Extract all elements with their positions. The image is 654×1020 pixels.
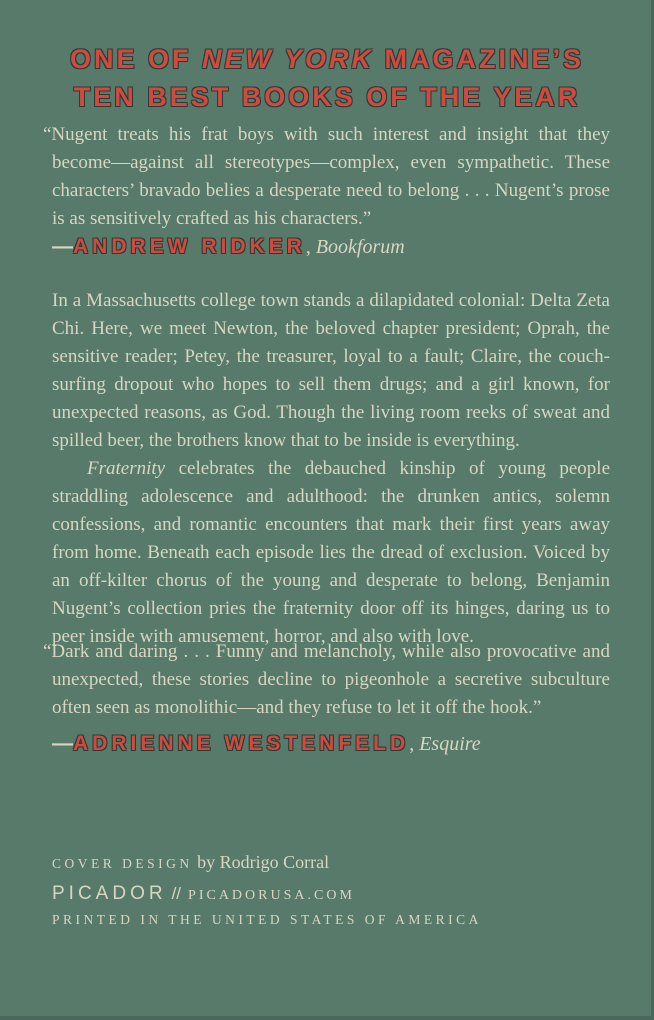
award-headline-line2: TEN BEST BOOKS OF THE YEAR xyxy=(73,82,581,112)
review-attribution-top xyxy=(52,235,405,259)
book-title: Fraternity xyxy=(87,458,166,479)
cover-design-label: COVER DESIGN xyxy=(52,856,193,871)
reviewer-name-top: ANDREW RIDKER xyxy=(73,235,306,258)
headline-text-prefix: ONE OF xyxy=(69,44,202,74)
colophon xyxy=(52,852,482,928)
cover-designer: by Rodrigo Corral xyxy=(197,852,330,872)
magazine-name: NEW YORK xyxy=(201,44,374,74)
synopsis-paragraph-2-text: celebrates the debauched kinship of young people straddling adolescence and adulthood: the drunken antics, solemn confessions, and romantic encounters that mark their first years away from home. Beneath each episode lies the dread of exclusion. Voiced by an off-kilter chorus of the young and desperate to belong, Benjamin Nugent’s collection pries the fraternity door off its hinges, daring us to peer inside with amusement, horror, and also with love. xyxy=(52,458,610,647)
attribution-dash: — xyxy=(52,235,73,258)
reviewer-name-bottom: ADRIENNE WESTENFELD xyxy=(73,732,410,755)
award-headline-line1 xyxy=(0,40,654,78)
attribution-dash: — xyxy=(52,732,73,755)
synopsis-paragraph-2 xyxy=(52,455,610,651)
award-headline xyxy=(0,40,654,116)
synopsis-paragraph-1: In a Massachusetts college town stands a dilapidated colonial: Delta Zeta Chi. Here, we meet Newton, the beloved chapter president; Oprah, the sensitive reader; Petey, the treasurer, loyal to a fault; Claire, the couch-surfing dropout who hopes to sell them drugs; and a girl known, for unexpected reasons, as God. Though the living room reeks of sweat and spilled beer, the brothers know that to be inside is everything. xyxy=(52,290,610,451)
synopsis xyxy=(52,287,610,651)
publisher-line xyxy=(52,883,482,905)
review-quote-bottom: “Dark and daring . . . Funny and melancholy, while also provocative and unexpected, these stories decline to pigeonhole a secretive subculture often seen as monolithic—and they refuse to let it off the hook.” xyxy=(43,641,610,718)
publisher-name: PICADOR xyxy=(52,883,167,904)
headline-text-suffix: MAGAZINE’S xyxy=(374,44,585,74)
attribution-separator: , xyxy=(305,236,316,258)
publisher-separator: // xyxy=(171,884,182,903)
publisher-website: PICADORUSA.COM xyxy=(188,888,355,903)
printed-in-line: PRINTED IN THE UNITED STATES OF AMERICA xyxy=(52,912,482,927)
review-source-top: Bookforum xyxy=(315,236,405,258)
review-attribution-bottom xyxy=(52,732,481,756)
cover-design-credit-line xyxy=(52,852,482,873)
review-quote-top: “Nugent treats his frat boys with such interest and insight that they become—against all stereotypes—complex, even sympathetic. These characters’ bravado belies a desperate need to belong . . . Nugent’s prose is as sensitively crafted as his characters.” xyxy=(43,124,610,229)
attribution-separator: , xyxy=(409,733,420,755)
review-source-bottom: Esquire xyxy=(419,733,481,755)
